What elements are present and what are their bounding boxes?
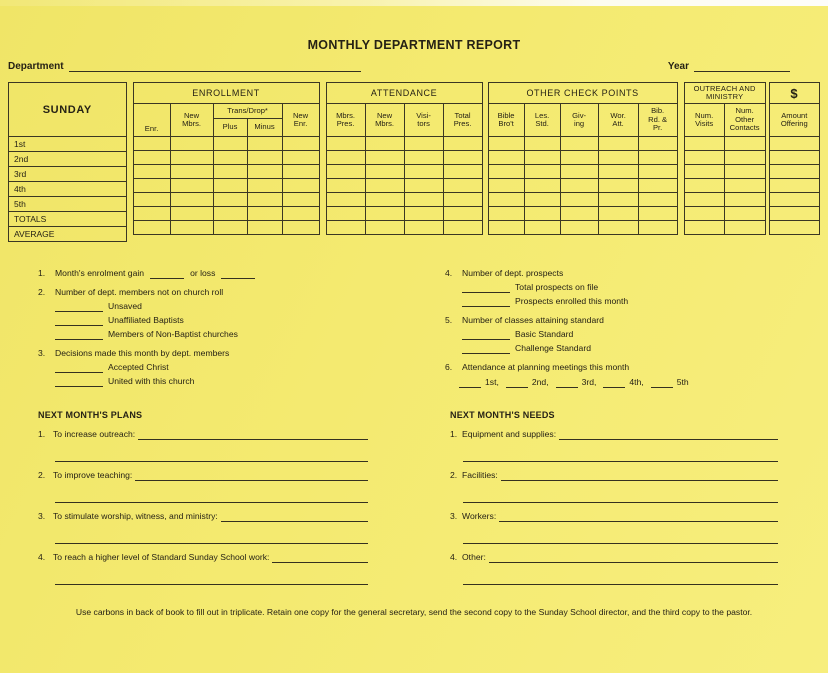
summary-section (38, 268, 828, 396)
grid-cell[interactable] (133, 221, 170, 235)
grid-cell[interactable] (598, 179, 638, 193)
grid-cell[interactable] (638, 151, 677, 165)
fill-line[interactable] (463, 440, 778, 462)
fill-line[interactable] (55, 440, 368, 462)
grid-cell[interactable] (638, 221, 677, 235)
grid-cell[interactable] (247, 193, 282, 207)
grid-cell[interactable] (404, 207, 443, 221)
summary-item-3: 3. Decisions made this month by dept. members Accepted Christ United with this church (38, 348, 230, 386)
grid-cell[interactable] (638, 179, 677, 193)
grid-cell[interactable] (404, 165, 443, 179)
row-label: 5th (9, 197, 127, 212)
grid-cell[interactable] (684, 193, 724, 207)
row-label: 4th (9, 182, 127, 197)
fill-line[interactable] (501, 471, 778, 481)
offering-table (769, 82, 820, 235)
table-corner-header: SUNDAY (9, 83, 127, 137)
fill-blank[interactable] (150, 269, 184, 279)
fill-blank[interactable] (462, 330, 510, 340)
fill-blank[interactable] (55, 377, 103, 387)
grid-cell[interactable] (247, 137, 282, 151)
other-check-points-table (488, 82, 678, 235)
sunday-label-column (8, 82, 127, 242)
form-title: MONTHLY DEPARTMENT REPORT (307, 38, 521, 52)
grid-cell[interactable] (170, 193, 213, 207)
grid-cell[interactable] (326, 221, 365, 235)
grid-cell[interactable] (560, 151, 598, 165)
grid-cell[interactable] (684, 221, 724, 235)
grid-cell[interactable] (724, 137, 765, 151)
outreach-ministry-table (684, 82, 766, 235)
grid-cell[interactable] (170, 207, 213, 221)
grid-cell[interactable] (560, 207, 598, 221)
grid-cell[interactable] (724, 179, 765, 193)
grid-cell[interactable] (524, 221, 560, 235)
grid-cell[interactable] (598, 221, 638, 235)
grid-cell[interactable] (282, 221, 319, 235)
grid-cell[interactable] (213, 221, 247, 235)
need-item: 3. Workers: (450, 511, 778, 544)
grid-cell[interactable] (724, 193, 765, 207)
grid-cell[interactable] (213, 207, 247, 221)
fill-blank[interactable] (55, 316, 103, 326)
grid-cell[interactable] (213, 151, 247, 165)
grid-cell[interactable] (133, 193, 170, 207)
grid-cell[interactable] (133, 151, 170, 165)
column-header: Total Pres. (443, 104, 482, 137)
grid-cell[interactable] (443, 193, 482, 207)
grid-cell[interactable] (598, 165, 638, 179)
group-header-attendance: ATTENDANCE (326, 83, 482, 104)
grid-cell[interactable] (247, 207, 282, 221)
grid-cell[interactable] (365, 193, 404, 207)
grid-cell[interactable] (488, 151, 524, 165)
grid-cell[interactable] (769, 193, 819, 207)
grid-cell[interactable] (133, 165, 170, 179)
grid-cell[interactable] (684, 137, 724, 151)
fill-line[interactable] (135, 471, 368, 481)
fill-blank[interactable] (221, 269, 255, 279)
summary-item-4: 4. Number of dept. prospects Total prospects on file Prospects enrolled this month (445, 268, 629, 306)
grid-cell[interactable] (170, 221, 213, 235)
grid-cell[interactable] (724, 165, 765, 179)
grid-cell[interactable] (524, 137, 560, 151)
column-header: Amount Offering (769, 104, 819, 137)
grid-cell[interactable] (282, 207, 319, 221)
form-meta-row (8, 61, 820, 72)
grid-cell[interactable] (488, 165, 524, 179)
grid-cell[interactable] (488, 137, 524, 151)
fill-blank[interactable] (462, 297, 510, 307)
grid-cell[interactable] (365, 137, 404, 151)
grid-cell[interactable] (443, 151, 482, 165)
summary-item-2: 2. Number of dept. members not on church roll Unsaved Unaffiliated Baptists Members of Non-Baptist churches (38, 287, 238, 339)
plan-item: 4. To reach a higher level of Standard Sunday School work: (38, 552, 368, 585)
grid-cell[interactable] (684, 179, 724, 193)
need-item: 4. Other: (450, 552, 778, 585)
group-header-dollar: $ (769, 83, 819, 104)
grid-cell[interactable] (769, 165, 819, 179)
grid-cell[interactable] (684, 151, 724, 165)
group-header-outreach-ministry: OUTREACH AND MINISTRY (684, 83, 765, 104)
grid-cell[interactable] (282, 193, 319, 207)
row-label: TOTALS (9, 212, 127, 227)
fill-line[interactable] (463, 563, 778, 585)
fill-blank[interactable] (462, 283, 510, 293)
need-item: 1. Equipment and supplies: (450, 429, 778, 462)
fill-line[interactable] (55, 563, 368, 585)
grid-cell[interactable] (282, 137, 319, 151)
column-header: Visi- tors (404, 104, 443, 137)
grid-cell[interactable] (769, 179, 819, 193)
grid-cell[interactable] (247, 165, 282, 179)
next-months-plans (38, 410, 368, 585)
grid-cell[interactable] (724, 151, 765, 165)
grid-cell[interactable] (598, 193, 638, 207)
grid-cell[interactable] (524, 151, 560, 165)
row-label: 1st (9, 137, 127, 152)
grid-cell[interactable] (524, 165, 560, 179)
grid-cell[interactable] (133, 137, 170, 151)
grid-cell[interactable] (724, 221, 765, 235)
fill-line[interactable] (55, 522, 368, 544)
grid-cell[interactable] (365, 165, 404, 179)
plan-item: 3. To stimulate worship, witness, and ministry: (38, 511, 368, 544)
grid-cell[interactable] (404, 193, 443, 207)
fill-blank[interactable] (55, 330, 103, 340)
plans-needs-section (38, 410, 828, 585)
fill-line[interactable] (489, 553, 778, 563)
grid-cell[interactable] (443, 137, 482, 151)
grid-cell[interactable] (488, 193, 524, 207)
needs-heading: NEXT MONTH'S NEEDS (450, 410, 555, 420)
photo-edge (0, 0, 828, 6)
grid-cell[interactable] (769, 137, 819, 151)
grid-cell[interactable] (443, 221, 482, 235)
grid-cell[interactable] (213, 137, 247, 151)
grid-cell[interactable] (247, 179, 282, 193)
fill-blank[interactable] (651, 378, 673, 388)
grid-cell[interactable] (133, 207, 170, 221)
grid-cell[interactable] (170, 151, 213, 165)
grid-cell[interactable] (524, 179, 560, 193)
grid-cell[interactable] (365, 221, 404, 235)
grid-cell[interactable] (638, 165, 677, 179)
grid-cell[interactable] (724, 207, 765, 221)
grid-cell[interactable] (443, 207, 482, 221)
column-header-trans-drop: Trans/Drop* (213, 104, 282, 119)
planning-meetings-blanks: 1st, 2nd, 3rd, 4th, 5th (459, 377, 815, 388)
grid-cell[interactable] (404, 221, 443, 235)
grid-cell[interactable] (170, 137, 213, 151)
grid-cell[interactable] (326, 137, 365, 151)
grid-cell[interactable] (365, 207, 404, 221)
summary-item-6: 6. Attendance at planning meetings this month 1st, 2nd, 3rd, 4th, 5th (445, 362, 815, 388)
grid-cell[interactable] (769, 207, 819, 221)
plan-item: 2. To improve teaching: (38, 470, 368, 503)
grid-cell[interactable] (282, 179, 319, 193)
grid-cell[interactable] (170, 179, 213, 193)
grid-cell[interactable] (488, 221, 524, 235)
grid-cell[interactable] (769, 221, 819, 235)
row-label: 2nd (9, 152, 127, 167)
group-header-enrollment: ENROLLMENT (133, 83, 319, 104)
column-header: New Mbrs. (170, 104, 213, 137)
grid-cell[interactable] (443, 165, 482, 179)
fill-blank[interactable] (506, 378, 528, 388)
department-fill-line[interactable] (69, 61, 361, 72)
fill-blank[interactable] (462, 344, 510, 354)
fill-blank[interactable] (556, 378, 578, 388)
fill-line[interactable] (55, 481, 368, 503)
fill-line[interactable] (463, 481, 778, 503)
grid-cell[interactable] (213, 165, 247, 179)
footer-note: Use carbons in back of book to fill out in triplicate. Retain one copy for the general secretary, send the second copy to the Sunday School director, and the third copy to the pastor. (75, 607, 753, 617)
fill-blank[interactable] (459, 378, 481, 388)
fill-blank[interactable] (603, 378, 625, 388)
column-header: Wor. Att. (598, 104, 638, 137)
fill-line[interactable] (272, 553, 368, 563)
grid-cell[interactable] (638, 207, 677, 221)
need-item: 2. Facilities: (450, 470, 778, 503)
fill-blank[interactable] (55, 363, 103, 373)
grid-cell[interactable] (404, 137, 443, 151)
grid-cell[interactable] (133, 179, 170, 193)
column-header: Bible Bro't (488, 104, 524, 137)
grid-cell[interactable] (638, 137, 677, 151)
group-header-other-check-points: OTHER CHECK POINTS (488, 83, 677, 104)
grid-cell[interactable] (213, 179, 247, 193)
enrollment-table (133, 82, 320, 235)
grid-cell[interactable] (443, 179, 482, 193)
summary-item-1: 1. Month's enrolment gain or loss (38, 268, 445, 279)
row-label: AVERAGE (9, 227, 127, 242)
grid-cell[interactable] (488, 207, 524, 221)
fill-line[interactable] (499, 512, 778, 522)
grid-cell[interactable] (684, 207, 724, 221)
grid-cell[interactable] (170, 165, 213, 179)
grid-cell[interactable] (560, 165, 598, 179)
column-header: Les. Std. (524, 104, 560, 137)
grid-cell[interactable] (560, 137, 598, 151)
column-header: Mbrs. Pres. (326, 104, 365, 137)
grid-cell[interactable] (326, 193, 365, 207)
year-fill-line[interactable] (694, 61, 790, 72)
column-header: Num. Other Contacts (724, 104, 765, 137)
grid-cell[interactable] (282, 151, 319, 165)
grid-cell[interactable] (404, 151, 443, 165)
grid-cell[interactable] (365, 179, 404, 193)
grid-cell[interactable] (560, 179, 598, 193)
plans-heading: NEXT MONTH'S PLANS (38, 410, 143, 420)
report-table (8, 82, 820, 242)
department-label: Department (8, 61, 64, 72)
next-months-needs (450, 410, 778, 585)
grid-cell[interactable] (598, 151, 638, 165)
grid-cell[interactable] (326, 151, 365, 165)
grid-cell[interactable] (247, 221, 282, 235)
grid-cell[interactable] (560, 193, 598, 207)
plan-item: 1. To increase outreach: (38, 429, 368, 462)
grid-cell[interactable] (524, 207, 560, 221)
grid-cell[interactable] (560, 221, 598, 235)
fill-blank[interactable] (55, 302, 103, 312)
grid-cell[interactable] (326, 179, 365, 193)
grid-cell[interactable] (488, 179, 524, 193)
grid-cell[interactable] (365, 151, 404, 165)
grid-cell[interactable] (684, 165, 724, 179)
grid-cell[interactable] (598, 207, 638, 221)
column-header: Giv- ing (560, 104, 598, 137)
grid-cell[interactable] (247, 151, 282, 165)
column-header: New Enr. (282, 104, 319, 137)
summary-item-5: 5. Number of classes attaining standard Basic Standard Challenge Standard (445, 315, 604, 353)
grid-cell[interactable] (404, 179, 443, 193)
attendance-table (326, 82, 483, 235)
row-label: 3rd (9, 167, 127, 182)
grid-cell[interactable] (598, 137, 638, 151)
fill-line[interactable] (221, 512, 368, 522)
column-header: Bib. Rd. & Pr. (638, 104, 677, 137)
grid-cell[interactable] (326, 207, 365, 221)
year-label: Year (667, 61, 689, 72)
fill-line[interactable] (138, 430, 368, 440)
column-header: Minus (247, 119, 282, 137)
column-header: Enr. (133, 104, 170, 137)
column-header: Num. Visits (684, 104, 724, 137)
grid-cell[interactable] (282, 165, 319, 179)
column-header: Plus (213, 119, 247, 137)
column-header: New Mbrs. (365, 104, 404, 137)
fill-line[interactable] (463, 522, 778, 544)
grid-cell[interactable] (213, 193, 247, 207)
grid-cell[interactable] (524, 193, 560, 207)
grid-cell[interactable] (638, 193, 677, 207)
fill-line[interactable] (559, 430, 778, 440)
grid-cell[interactable] (769, 151, 819, 165)
grid-cell[interactable] (326, 165, 365, 179)
